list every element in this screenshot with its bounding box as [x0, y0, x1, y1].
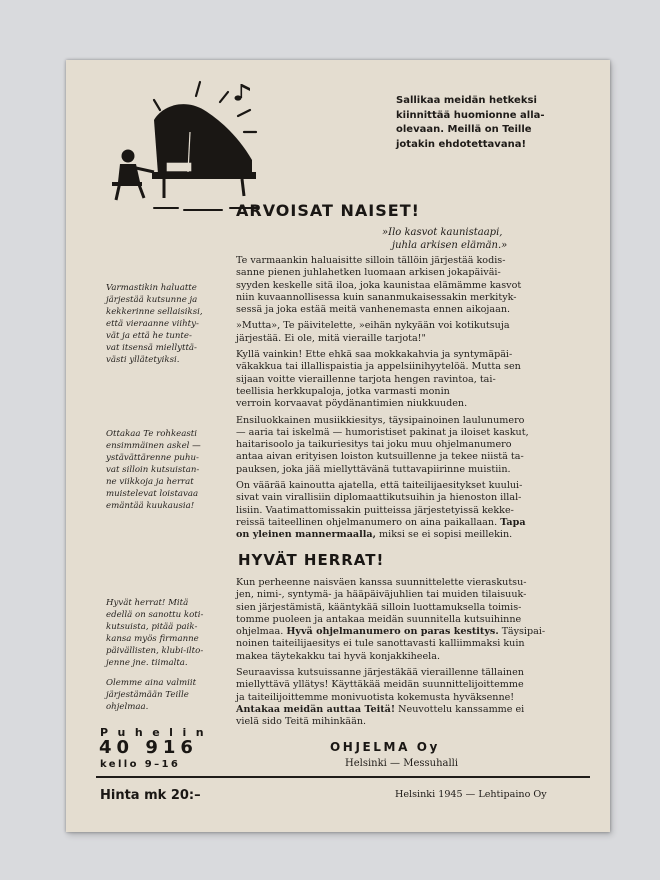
text-line: [236, 626, 594, 638]
text-line: järjestää. Ei ole, mitä vieraille tarjota!": [236, 332, 426, 344]
company-name: OHJELMA Oy: [330, 740, 440, 754]
paragraph: [236, 255, 594, 316]
sidebar-line: ne viikkoja ja herrat: [106, 477, 194, 487]
text-line: sien järjestämistä, kääntykää silloin luottamuksella toimis-: [236, 601, 522, 613]
company-address: Helsinki — Messuhalli: [345, 758, 459, 769]
sidebar-line: Varmastikin haluatte: [106, 283, 197, 293]
text-line: teellisia herkkupaloja, jotka varmasti monin: [236, 385, 450, 397]
sidebar-line: ensimmäinen askel —: [106, 441, 201, 451]
intro-note-line: kiinnittää huomionne alla-: [396, 109, 545, 121]
paragraph: [236, 415, 594, 476]
sidebar-line: ystävättärenne puhu-: [106, 453, 199, 463]
paragraph: [236, 349, 594, 410]
text-line: Ensiluokkainen musiikkiesitys, täysipainoinen laulunumero: [236, 414, 525, 426]
quote-line: »Ilo kasvot kaunistaapi,: [382, 227, 503, 238]
phone-label: Puhelin: [100, 726, 214, 739]
bold-text-run: Antakaa meidän auttaa Teitä!: [236, 703, 396, 715]
text-line: On väärää kainoutta ajatella, että taiteilijaesitykset kuului-: [236, 480, 523, 492]
sidebar-line: vat silloin kutsuistan-: [106, 465, 200, 475]
text-line: [236, 517, 594, 529]
text-line: miellyttävä yllätys! Käyttäkää meidän suunnittelijoittemme: [236, 679, 524, 691]
bold-text-run: on yleinen mannermaalla,: [236, 529, 376, 541]
sidebar-line: järjestää kutsunne ja: [106, 295, 198, 305]
sidebar-line: edellä on sanottu koti-: [106, 610, 204, 620]
sidebar-line: järjestämään Teille: [106, 690, 189, 700]
text-line: verroin korvaavat pöydänantimien niukkuuden.: [236, 398, 468, 410]
sidebar-line: ohjelmaa.: [106, 702, 149, 712]
sidebar-note-2: [106, 428, 224, 512]
bold-text-run: Hyvä ohjelmanumero on paras kestitys.: [286, 626, 499, 638]
sidebar-line: jenne jne. tiimalta.: [106, 658, 188, 668]
text-line: »Mutta», Te päivitelette, »eihän nykyään voi kotikutsuja: [236, 320, 510, 332]
text-line: Te varmaankin haluaisitte silloin tällöin järjestää kodis-: [236, 255, 506, 266]
text-line: sijaan voitte vieraillenne tarjota hengen ravintoa, tai-: [236, 373, 496, 385]
sidebar-line: kutsuista, pitää paik-: [106, 622, 198, 632]
text-line: antaa aivan erityisen loiston kutsuillenne ja tekee niistä ta-: [236, 451, 524, 463]
sidebar-line: västi yllätetyiksi.: [106, 355, 180, 365]
epigraph-quote: [382, 227, 507, 252]
phone-number: 40 916: [99, 737, 198, 758]
heading-ladies: ARVOISAT NAISET!: [236, 201, 420, 220]
text-line: tomme puoleen ja antakaa meidän suunnitella kutsuihinne: [236, 613, 522, 625]
text-line: Kun perheenne naisväen kanssa suunnittelette vieraskutsu-: [236, 577, 527, 588]
text-line: väkakkua tai illallispaistia ja appelsiinihyytelöä. Mutta sen: [236, 361, 521, 373]
quote-line: juhla arkisen elämän.»: [392, 239, 508, 251]
sidebar-line: Hyvät herrat! Mitä: [106, 598, 189, 608]
sidebar-line: päivällisten, klubi-ilto-: [106, 646, 204, 656]
text-line: vielä sido Teitä mihinkään.: [236, 716, 367, 728]
text-line: [236, 704, 594, 716]
intro-note-line: jotakin ehdotettavana!: [396, 138, 526, 150]
sidebar-line: emäntää kuukausia!: [106, 501, 195, 511]
sidebar-line: kekkerinne sellaisiksi,: [106, 307, 203, 317]
printer-imprint: Helsinki 1945 — Lehtipaino Oy: [395, 789, 547, 800]
sidebar-line: vät ja että he tunte-: [106, 331, 192, 341]
gentlemen-section-body: [236, 577, 594, 733]
paragraph: [236, 480, 594, 541]
text-line: syyden keskelle sitä iloa, joka kaunistaa elämämme kasvot: [236, 279, 522, 291]
text-line: makea täytekakku tai hyvä konjakkiheela.: [236, 650, 441, 662]
text-run: ohjelmaa.: [236, 626, 287, 638]
text-line: sessä ja joka estää meitä vanhenemasta ennen aikojaan.: [236, 304, 511, 316]
text-line: haitarisoolo ja taikuriesitys tai joku muu ohjelmanumero: [236, 439, 512, 451]
text-line: sivat vain virallisiin diplomaattikutsuihin ja hienoston illal-: [236, 492, 522, 504]
sidebar-note-4: [106, 677, 224, 713]
paragraph: [236, 667, 594, 728]
footer-divider: [96, 776, 590, 778]
text-line: pauksen, joka jää miellyttävänä tuttavapiirinne muistiin.: [236, 463, 511, 475]
sidebar-line: Olemme aina valmiit: [106, 678, 197, 688]
paragraph: [236, 320, 594, 345]
text-line: ja taiteilijoittemme monivuotista kokemusta hyväksenne!: [236, 691, 515, 703]
text-line: [236, 529, 594, 541]
office-hours: kello 9–16: [100, 759, 181, 770]
text-line: noinen taiteilijaesitys ei tule sanottavasti kalliimmaksi kuin: [236, 638, 525, 650]
intro-note-line: olevaan. Meillä on Teille: [396, 124, 532, 136]
sidebar-note-1: [106, 282, 224, 366]
text-line: sanne pienen juhlahetken luomaan arkisen jokapäiväi-: [236, 267, 501, 279]
bold-text-run: Tapa: [500, 516, 526, 528]
text-run: miksi se ei sopisi meillekin.: [375, 529, 513, 541]
sidebar-note-3: [106, 597, 224, 669]
text-run: Neuvottelu kanssamme ei: [395, 703, 525, 715]
text-run: reissä taiteellinen ohjelmanumero on aina paikallaan.: [236, 516, 501, 528]
text-line: Seuraavissa kutsuissanne järjestäkää vieraillenne tällainen: [236, 667, 524, 679]
text-line: lisiin. Vaatimattomissakin puitteissa järjestetyissä kekke-: [236, 504, 514, 516]
piano-illustration: [92, 76, 272, 216]
price-label: Hinta mk 20:–: [100, 788, 201, 803]
sidebar-line: muistelevat loistavaa: [106, 489, 199, 499]
text-run: Täysipai-: [498, 626, 546, 638]
sidebar-line: kansa myös firmanne: [106, 634, 199, 644]
text-line: Kyllä vainkin! Ette ehkä saa mokkakahvia ja syntymäpäi-: [236, 349, 513, 361]
text-line: jen, nimi-, syntymä- ja hääpäiväjuhlien tai muiden tilaisuuk-: [236, 589, 527, 601]
sidebar-line: että vieraanne viihty-: [106, 319, 199, 329]
ladies-section-body: [236, 255, 594, 546]
sidebar-line: Ottakaa Te rohkeasti: [106, 429, 197, 439]
intro-note-line: Sallikaa meidän hetkeksi: [396, 95, 537, 106]
sidebar-line: vat itsensä miellyttä-: [106, 343, 197, 353]
text-line: — aaria tai iskelmä — humoristiset pakinat ja iloiset kaskut,: [236, 426, 529, 438]
intro-note: [396, 94, 592, 152]
text-line: niin kuvaannollisessa kuin sananmukaisessakin merkityk-: [236, 291, 517, 303]
heading-gentlemen: HYVÄT HERRAT!: [238, 551, 385, 569]
paragraph: [236, 577, 594, 663]
